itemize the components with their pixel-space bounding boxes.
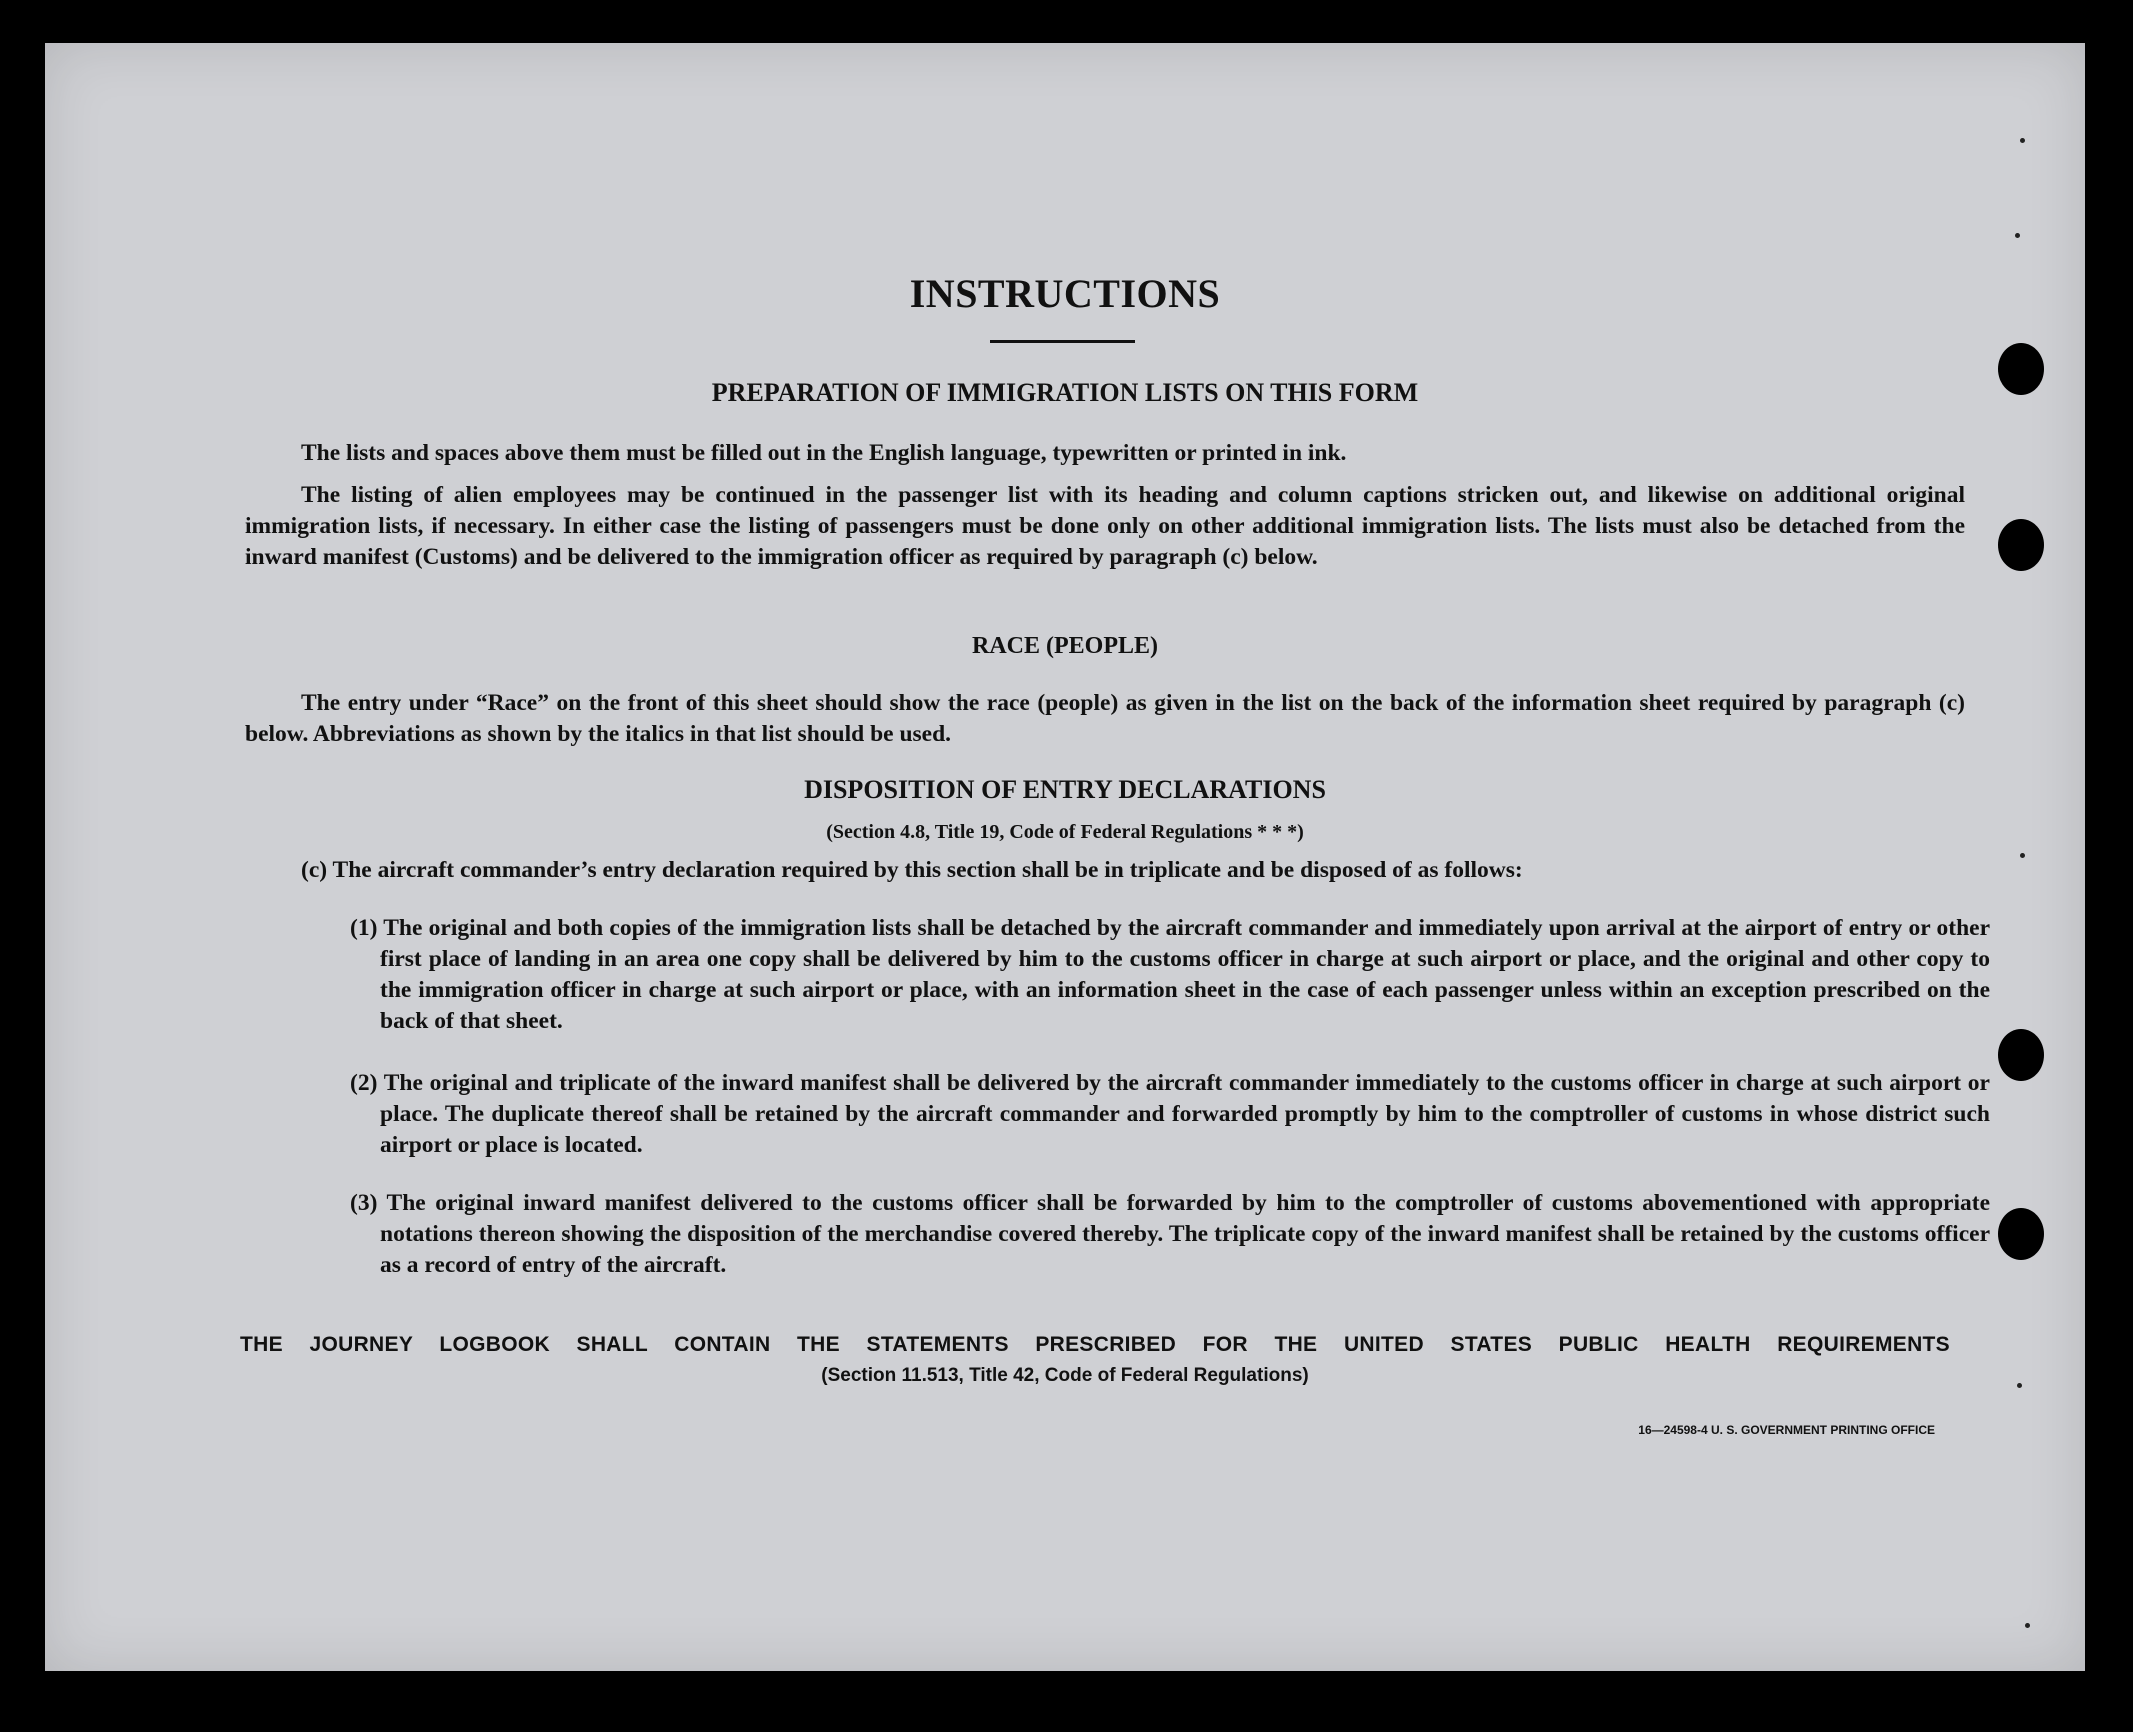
preparation-paragraph-2: The listing of alien employees may be continued in the passenger list with its heading and column captions stricken out, and likewise on additional original immigration lists, if necessary. In either case the listing of passengers must be done only on other additional immigration lists. The lists must also be detached from the inward manifest (Customs) and be delivered to the immigration officer as required by paragraph (c) below. (245, 482, 1965, 570)
public-health-citation: (Section 11.513, Title 42, Code of Federal Regulations) (821, 1365, 1309, 1386)
disposition-item-3: (3) The original inward manifest delivered to the customs officer shall be forwarded by him to the comptroller of customs abovementioned with appropriate notations thereon showing the disposition of the merchandise covered thereby. The triplicate copy of the inward manifest shall be retained by the customs officer as a record of entry of the aircraft. (350, 1190, 1990, 1278)
title-underline (990, 340, 1135, 343)
printer-mark: 16—24598-4 U. S. GOVERNMENT PRINTING OFFICE (1638, 1423, 1935, 1437)
disposition-intro: (c) The aircraft commander’s entry declaration required by this section shall be in triplicate and be disposed of as follows: (301, 857, 1523, 883)
preparation-paragraph-1: The lists and spaces above them must be filled out in the English language, typewritten or printed in ink. (301, 440, 1347, 466)
public-health-notice: THE JOURNEY LOGBOOK SHALL CONTAIN THE STATEMENTS PRESCRIBED FOR THE UNITED STATES PUBLIC HEALTH REQUIREMENTS (240, 1333, 1950, 1356)
race-paragraph: The entry under “Race” on the front of this sheet should show the race (people) as given in the list on the back of the information sheet required by paragraph (c) below. Abbreviations as shown by the italics in that list should be used. (245, 690, 1965, 747)
disposition-citation: (Section 4.8, Title 19, Code of Federal Regulations * * *) (826, 821, 1304, 843)
instructions-content (45, 43, 2085, 1671)
disposition-heading: DISPOSITION OF ENTRY DECLARATIONS (804, 775, 1326, 804)
disposition-item-1: (1) The original and both copies of the immigration lists shall be detached by the aircraft commander and immediately upon arrival at the airport of entry or other first place of landing in an area one copy shall be delivered by him to the customs officer in charge at such airport or place, and the original and other copy to the immigration officer in charge at such airport or place, with an information sheet in the case of each passenger unless within an exception prescribed on the back of that sheet. (350, 915, 1990, 1034)
race-heading: RACE (PEOPLE) (972, 633, 1158, 659)
document-sheet (45, 43, 2085, 1671)
page-title: INSTRUCTIONS (909, 271, 1221, 316)
preparation-heading: PREPARATION OF IMMIGRATION LISTS ON THIS FORM (711, 378, 1419, 407)
disposition-item-2: (2) The original and triplicate of the inward manifest shall be delivered by the aircraft commander immediately to the customs officer in charge at such airport or place. The duplicate thereof shall be retained by the aircraft commander and forwarded promptly by him to the comptroller of customs in whose district such airport or place is located. (350, 1070, 1990, 1158)
